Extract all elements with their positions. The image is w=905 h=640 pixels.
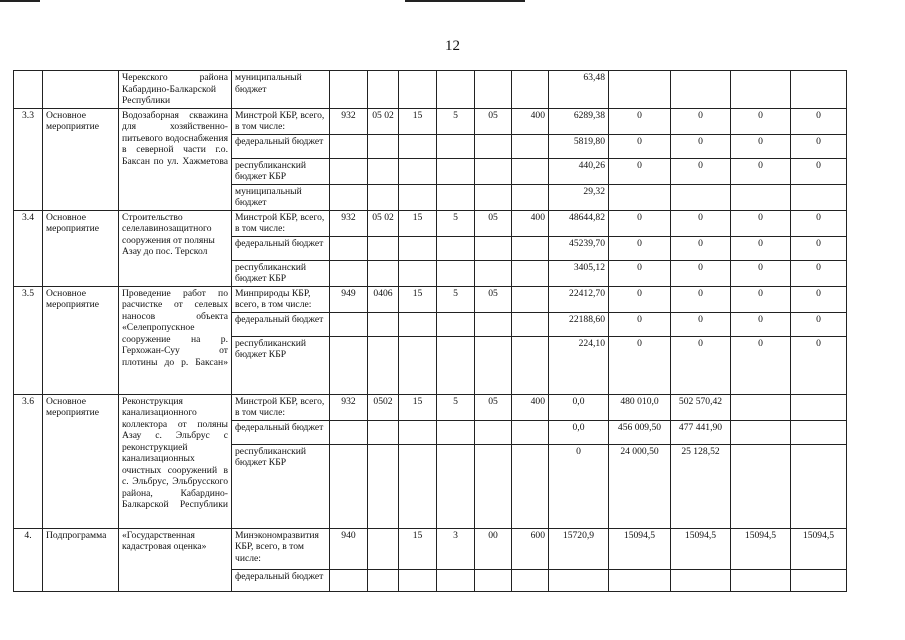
cell-event-code (475, 312, 512, 336)
cell-expense-type (512, 158, 549, 184)
cell-amount-2022: 0 (731, 158, 791, 184)
cell-subprogram-code: 5 (437, 108, 475, 134)
cell-rzpr-code: 05 02 (368, 108, 399, 134)
cell-amount-2019: 15720,9 (549, 528, 609, 569)
cell-program-code (399, 260, 437, 286)
cell-event-code (475, 71, 512, 109)
cell-amount-2020: 0 (609, 210, 671, 236)
cell-amount-2023: 0 (791, 260, 847, 286)
cell-responsible: муниципальный бюджет (232, 184, 330, 210)
cell-amount-2019: 0,0 (549, 394, 609, 420)
cell-grbs-code (330, 420, 368, 444)
cell-item-number: 3.6 (14, 394, 43, 528)
cell-responsible: республиканский бюджет КБР (232, 444, 330, 528)
cell-amount-2019: 224,10 (549, 336, 609, 394)
cell-amount-2022 (731, 420, 791, 444)
cell-amount-2020: 0 (609, 260, 671, 286)
cell-item-number: 4. (14, 528, 43, 591)
cell-item-number: 3.4 (14, 210, 43, 286)
cell-amount-2020: 0 (609, 158, 671, 184)
cell-program-code (399, 336, 437, 394)
cell-amount-2023: 0 (791, 236, 847, 260)
cell-expense-type (512, 260, 549, 286)
cell-amount-2022: 15094,5 (731, 528, 791, 569)
cell-amount-2021 (671, 569, 731, 591)
cell-program-code (399, 420, 437, 444)
cell-expense-type: 600 (512, 528, 549, 569)
cell-amount-2022: 0 (731, 210, 791, 236)
cell-rzpr-code (368, 260, 399, 286)
cell-amount-2023: 0 (791, 108, 847, 134)
cell-amount-2021: 0 (671, 236, 731, 260)
cell-grbs-code: 949 (330, 286, 368, 312)
cell-event-code (475, 260, 512, 286)
cell-amount-2023 (791, 569, 847, 591)
cell-rzpr-code: 05 02 (368, 210, 399, 236)
table-row (14, 528, 847, 569)
cell-subprogram-code (437, 312, 475, 336)
cell-event-code (475, 134, 512, 158)
cell-event-code: 05 (475, 210, 512, 236)
cell-amount-2023 (791, 184, 847, 210)
cell-event-code: 00 (475, 528, 512, 569)
cell-expense-type: 400 (512, 108, 549, 134)
cell-program-code (399, 71, 437, 109)
cell-subprogram-code: 5 (437, 210, 475, 236)
cell-expense-type (512, 286, 549, 312)
cell-amount-2020: 0 (609, 236, 671, 260)
cell-amount-2021: 0 (671, 336, 731, 394)
cell-amount-2020: 456 009,50 (609, 420, 671, 444)
cell-amount-2021: 0 (671, 312, 731, 336)
cell-amount-2020: 0 (609, 312, 671, 336)
cell-amount-2023 (791, 444, 847, 528)
cell-responsible: республиканский бюджет КБР (232, 336, 330, 394)
cell-program-code: 15 (399, 108, 437, 134)
cell-amount-2021: 15094,5 (671, 528, 731, 569)
cell-responsible: республиканский бюджет КБР (232, 260, 330, 286)
table-row (14, 210, 847, 236)
cell-amount-2021: 0 (671, 260, 731, 286)
cell-grbs-code (330, 444, 368, 528)
cell-amount-2021 (671, 71, 731, 109)
cell-amount-2022: 0 (731, 236, 791, 260)
cell-program-code (399, 184, 437, 210)
cell-program-code (399, 134, 437, 158)
cell-amount-2023: 0 (791, 312, 847, 336)
cell-expense-type (512, 134, 549, 158)
cell-amount-2021: 0 (671, 108, 731, 134)
page-number: 12 (445, 38, 460, 54)
cell-subprogram-code (437, 444, 475, 528)
cell-amount-2023: 0 (791, 210, 847, 236)
cell-amount-2019: 440,26 (549, 158, 609, 184)
cell-rzpr-code (368, 158, 399, 184)
table-row (14, 108, 847, 134)
cell-rzpr-code (368, 184, 399, 210)
table-row (14, 286, 847, 312)
cell-rzpr-code (368, 444, 399, 528)
cell-responsible: Минстрой КБР, всего, в том числе: (232, 394, 330, 420)
cell-amount-2020: 0 (609, 134, 671, 158)
cell-event-code: 05 (475, 108, 512, 134)
cell-program-code: 15 (399, 528, 437, 569)
cell-responsible: федеральный бюджет (232, 312, 330, 336)
cell-responsible: федеральный бюджет (232, 134, 330, 158)
cell-event-code: 05 (475, 286, 512, 312)
cell-amount-2021: 0 (671, 210, 731, 236)
cell-amount-2023 (791, 394, 847, 420)
cell-grbs-code (330, 71, 368, 109)
cell-item-number: 3.3 (14, 108, 43, 210)
cell-amount-2021: 0 (671, 158, 731, 184)
cell-amount-2020: 480 010,0 (609, 394, 671, 420)
cell-amount-2019: 5819,80 (549, 134, 609, 158)
cell-amount-2023: 15094,5 (791, 528, 847, 569)
cell-item-type: Основное мероприятие (43, 210, 119, 286)
cell-responsible: Минэкономразвития КБР, всего, в том числе: (232, 528, 330, 569)
cell-expense-type: 400 (512, 210, 549, 236)
cell-amount-2019: 48644,82 (549, 210, 609, 236)
cell-grbs-code: 940 (330, 528, 368, 569)
cell-amount-2020: 24 000,50 (609, 444, 671, 528)
cell-expense-type (512, 569, 549, 591)
cell-subprogram-code (437, 569, 475, 591)
cell-subprogram-code (437, 336, 475, 394)
cell-grbs-code (330, 312, 368, 336)
cell-expense-type (512, 336, 549, 394)
cell-amount-2021 (671, 184, 731, 210)
cell-item-type: Основное мероприятие (43, 286, 119, 394)
cell-amount-2020 (609, 184, 671, 210)
budget-table (13, 70, 847, 592)
cell-amount-2020: 0 (609, 336, 671, 394)
cell-amount-2021: 0 (671, 134, 731, 158)
cell-program-code: 15 (399, 394, 437, 420)
cell-item-type: Основное мероприятие (43, 394, 119, 528)
cell-rzpr-code (368, 528, 399, 569)
cell-expense-type (512, 71, 549, 109)
cell-responsible: федеральный бюджет (232, 236, 330, 260)
cell-amount-2021: 0 (671, 286, 731, 312)
cell-amount-2022 (731, 569, 791, 591)
cell-grbs-code: 932 (330, 210, 368, 236)
cell-rzpr-code (368, 312, 399, 336)
cell-responsible: Минстрой КБР, всего, в том числе: (232, 210, 330, 236)
cell-amount-2023: 0 (791, 134, 847, 158)
cell-responsible: Минприроды КБР, всего, в том числе: (232, 286, 330, 312)
cell-rzpr-code: 0502 (368, 394, 399, 420)
cell-item-type (43, 71, 119, 109)
cell-amount-2022: 0 (731, 134, 791, 158)
cell-amount-2019: 0,0 (549, 420, 609, 444)
cell-program-code: 15 (399, 210, 437, 236)
cell-grbs-code (330, 184, 368, 210)
cell-amount-2022: 0 (731, 336, 791, 394)
cell-event-code (475, 158, 512, 184)
cell-grbs-code (330, 236, 368, 260)
cell-program-code (399, 236, 437, 260)
cell-item-title: Водозаборная скважина для хозяйственно-питьевого водоснабжения в северной части г.о. Баксан по ул. Хажметова (119, 108, 232, 210)
cell-item-title: Проведение работ по расчистке от селевых наносов объекта «Селепропускное сооружение на р. Герхожан-Суу от плотины до р. Баксан» (119, 286, 232, 394)
cell-item-title: Черекского района Кабардино-Балкарской Республики (119, 71, 232, 109)
cell-amount-2019: 22188,60 (549, 312, 609, 336)
cell-rzpr-code (368, 71, 399, 109)
cell-program-code (399, 444, 437, 528)
table-row (14, 394, 847, 420)
cell-amount-2023 (791, 71, 847, 109)
top-edge-mark-right (405, 0, 525, 2)
cell-subprogram-code (437, 236, 475, 260)
cell-rzpr-code: 0406 (368, 286, 399, 312)
cell-amount-2022: 0 (731, 108, 791, 134)
cell-amount-2019: 29,32 (549, 184, 609, 210)
cell-subprogram-code: 5 (437, 394, 475, 420)
cell-amount-2023: 0 (791, 336, 847, 394)
cell-grbs-code (330, 336, 368, 394)
cell-event-code (475, 236, 512, 260)
cell-subprogram-code (437, 420, 475, 444)
cell-amount-2021: 25 128,52 (671, 444, 731, 528)
cell-subprogram-code: 5 (437, 286, 475, 312)
cell-subprogram-code (437, 184, 475, 210)
cell-grbs-code (330, 158, 368, 184)
cell-program-code (399, 569, 437, 591)
cell-grbs-code: 932 (330, 108, 368, 134)
cell-item-type: Основное мероприятие (43, 108, 119, 210)
cell-item-number: 3.5 (14, 286, 43, 394)
cell-amount-2022 (731, 444, 791, 528)
cell-subprogram-code (437, 260, 475, 286)
cell-grbs-code (330, 260, 368, 286)
cell-amount-2021: 477 441,90 (671, 420, 731, 444)
cell-rzpr-code (368, 336, 399, 394)
cell-expense-type (512, 444, 549, 528)
cell-amount-2019: 6289,38 (549, 108, 609, 134)
cell-amount-2022: 0 (731, 260, 791, 286)
cell-item-type: Подпрограмма (43, 528, 119, 591)
cell-item-number (14, 71, 43, 109)
cell-responsible: Минстрой КБР, всего, в том числе: (232, 108, 330, 134)
cell-expense-type: 400 (512, 394, 549, 420)
cell-event-code (475, 420, 512, 444)
cell-amount-2020: 0 (609, 108, 671, 134)
cell-amount-2019 (549, 569, 609, 591)
cell-item-title: «Государственная кадастровая оценка» (119, 528, 232, 591)
cell-expense-type (512, 236, 549, 260)
cell-expense-type (512, 312, 549, 336)
cell-rzpr-code (368, 134, 399, 158)
cell-item-title: Реконструкция канализационного коллектора от поляны Азау с. Эльбрус с реконструкцией канализационных очистных сооружений в с. Эльбрус, Эльбрусского района, Кабардино-Балкарской Республики (119, 394, 232, 528)
cell-event-code (475, 336, 512, 394)
cell-amount-2020: 15094,5 (609, 528, 671, 569)
cell-expense-type (512, 184, 549, 210)
cell-amount-2023 (791, 420, 847, 444)
cell-event-code (475, 184, 512, 210)
cell-subprogram-code: 3 (437, 528, 475, 569)
cell-item-title: Строительство селелавинозащитного сооружения от поляны Азау до пос. Терскол (119, 210, 232, 286)
cell-program-code: 15 (399, 286, 437, 312)
cell-event-code (475, 444, 512, 528)
cell-responsible: муниципальный бюджет (232, 71, 330, 109)
cell-subprogram-code (437, 158, 475, 184)
cell-amount-2022 (731, 71, 791, 109)
cell-amount-2022 (731, 394, 791, 420)
cell-responsible: федеральный бюджет (232, 569, 330, 591)
cell-subprogram-code (437, 134, 475, 158)
cell-amount-2021: 502 570,42 (671, 394, 731, 420)
top-edge-mark-left (0, 0, 40, 2)
cell-responsible: федеральный бюджет (232, 420, 330, 444)
cell-amount-2020 (609, 569, 671, 591)
cell-expense-type (512, 420, 549, 444)
cell-responsible: республиканский бюджет КБР (232, 158, 330, 184)
cell-amount-2019: 45239,70 (549, 236, 609, 260)
cell-grbs-code: 932 (330, 394, 368, 420)
cell-amount-2020: 0 (609, 286, 671, 312)
cell-rzpr-code (368, 420, 399, 444)
cell-amount-2023: 0 (791, 286, 847, 312)
cell-amount-2022: 0 (731, 312, 791, 336)
cell-grbs-code (330, 134, 368, 158)
budget-table-body (14, 71, 847, 592)
cell-grbs-code (330, 569, 368, 591)
cell-program-code (399, 158, 437, 184)
cell-rzpr-code (368, 569, 399, 591)
cell-program-code (399, 312, 437, 336)
cell-event-code: 05 (475, 394, 512, 420)
cell-amount-2019: 63,48 (549, 71, 609, 109)
cell-subprogram-code (437, 71, 475, 109)
cell-amount-2019: 3405,12 (549, 260, 609, 286)
table-row (14, 71, 847, 109)
cell-amount-2019: 0 (549, 444, 609, 528)
cell-event-code (475, 569, 512, 591)
cell-amount-2022: 0 (731, 286, 791, 312)
cell-rzpr-code (368, 236, 399, 260)
cell-amount-2022 (731, 184, 791, 210)
cell-amount-2023: 0 (791, 158, 847, 184)
cell-amount-2019: 22412,70 (549, 286, 609, 312)
cell-amount-2020 (609, 71, 671, 109)
